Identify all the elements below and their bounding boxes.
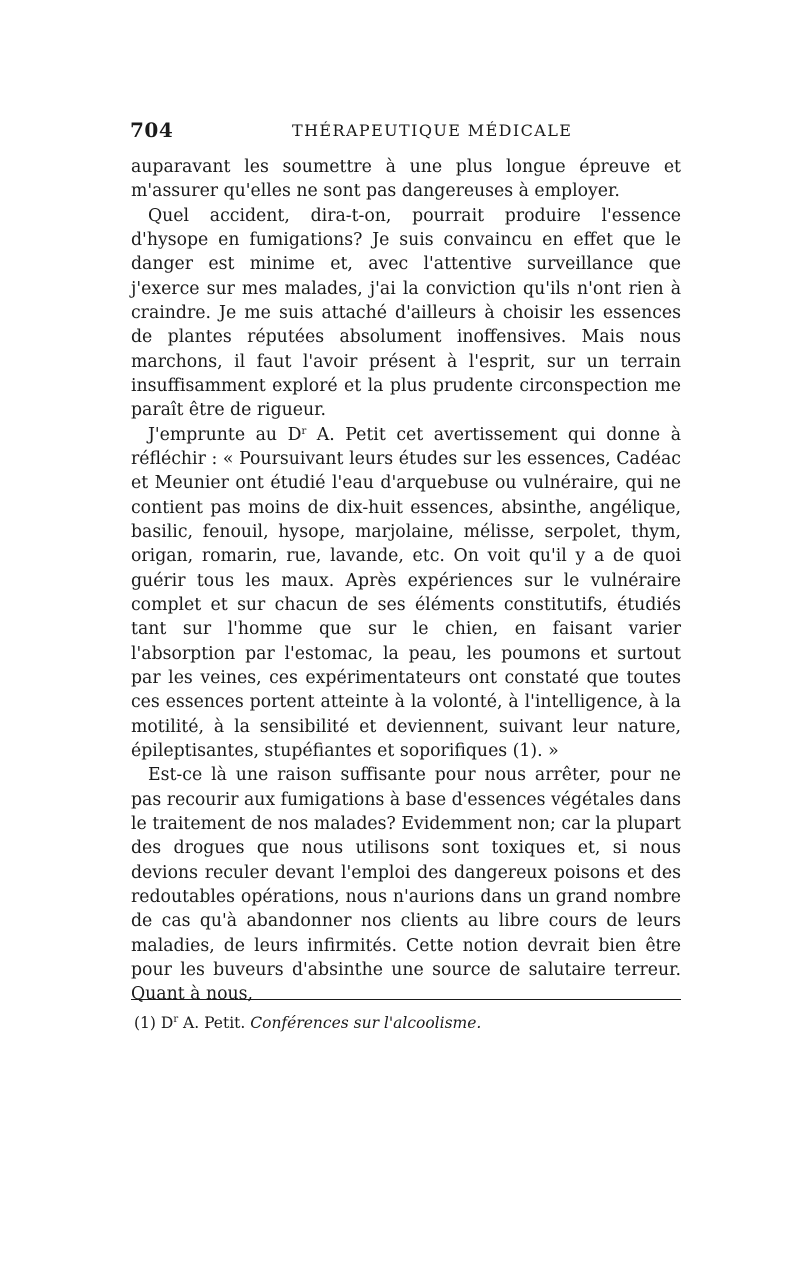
footnote: [134, 1013, 680, 1033]
footnote-marker: (1) D: [134, 1014, 174, 1032]
running-head: THÉRAPEUTIQUE MÉDICALE: [292, 121, 573, 140]
footnote-author: A. Petit.: [178, 1014, 251, 1032]
paragraph-quote-petit: [131, 423, 681, 764]
quote-intro: J'emprunte au D: [148, 424, 302, 445]
doctor-abbrev-sup: r: [301, 425, 307, 437]
paragraph-continued: auparavant les soumettre à une plus longue épreuve et m'assurer qu'elles ne sont pas dangereuses à employer.: [131, 157, 681, 202]
page-header: [130, 118, 680, 144]
page-number: 704: [130, 118, 174, 142]
paragraph-hysope: Quel accident, dira-t-on, pourrait produire l'essence d'hysope en fumigations? Je suis convaincu en effet que le danger est minime et, avec l'attentive surveillance que j'exerce sur mes malades, j'ai la conviction qu'ils n'ont rien à craindre. Je me suis attaché d'ailleurs à choisir les essences de plantes réputées absolument inoffensives. Mais nous marchons, il faut l'avoir présent à l'esprit, sur un terrain insuffisamment exploré et la plus prudente circonspection me paraît être de rigueur.: [131, 205, 681, 421]
footnote-doctor-sup: r: [173, 1014, 179, 1025]
body-text: [131, 155, 681, 1006]
quote-text: A. Petit cet avertissement qui donne à réfléchir : « Poursuivant leurs études sur les essences, Cadéac et Meunier ont étudié l'eau d'arquebuse ou vulnéraire, qui ne contient pas moins de dix-huit essences, absinthe, angélique, basilic, fenouil, hysope, marjolaine, mélisse, serpolet, thym, origan, romarin, rue, lavande, etc. On voit qu'il y a de quoi guérir tous les maux. Après expériences sur le vulnéraire complet et sur chacun de ses éléments constitutifs, étudiés tant sur l'homme que sur le chien, en faisant varier l'absorption par l'estomac, la peau, les poumons et surtout par les veines, ces expérimentateurs ont constaté que toutes ces essences portent atteinte à la volonté, à l'intelligence, à la motilité, à la sensibilité et deviennent, suivant leur nature, épileptisantes, stupéfiantes et soporifiques (1). »: [131, 424, 681, 761]
footnote-rule: [131, 999, 681, 1000]
footnote-title: Conférences sur l'alcoolisme.: [250, 1014, 482, 1032]
paragraph-raison: Est-ce là une raison suffisante pour nous arrêter, pour ne pas recourir aux fumigations à base d'essences végétales dans le traitement de nos malades? Evidemment non; car la plupart des drogues que nous utilisons sont toxiques et, si nous devions reculer devant l'emploi des dangereux poisons et des redoutables opérations, nous n'aurions dans un grand nombre de cas qu'à abandonner nos clients au libre cours de leurs maladies, de leurs infirmités. Cette notion devrait bien être pour les buveurs d'absinthe une source de salutaire terreur. Quant à nous,: [131, 765, 681, 1005]
